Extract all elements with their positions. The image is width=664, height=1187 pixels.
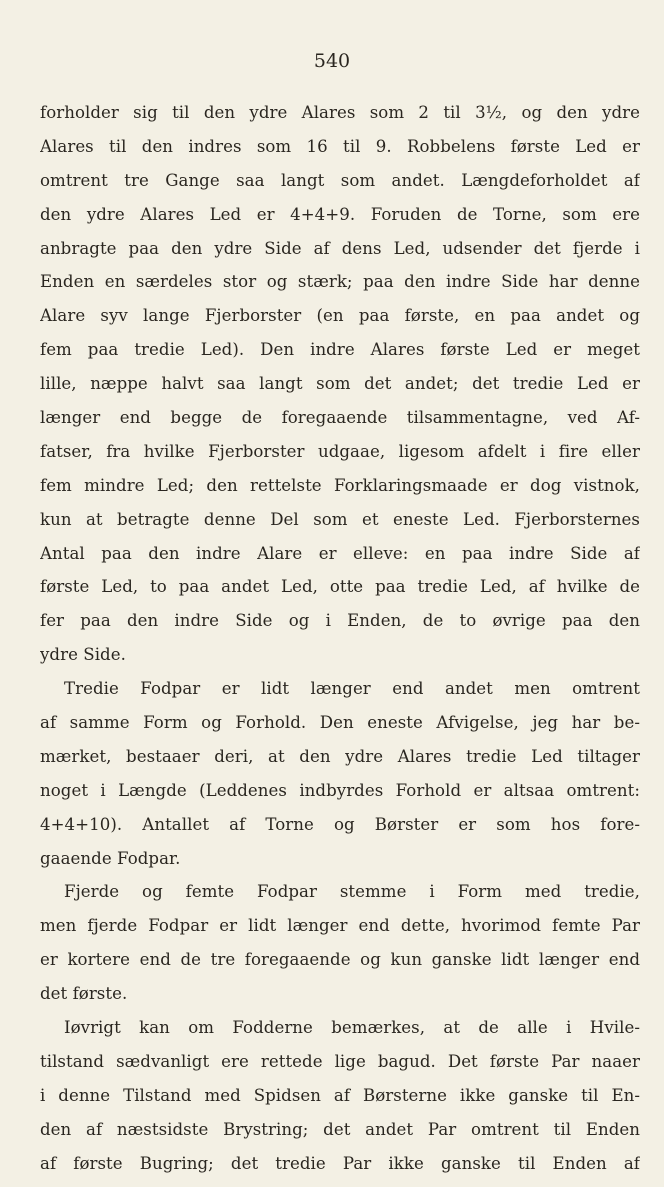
text-line: den af næstsidste Brystring; det andet Par omtrent til Enden [40,1119,640,1139]
page-number: 540 [313,50,351,72]
text-line: fem mindre Led; den rettelste Forklaringsmaade er dog vistnok, [40,475,640,495]
text-line: fer paa den indre Side og i Enden, de to øvrige paa den [40,611,640,631]
paragraph-end-line: ydre Side. [40,645,126,665]
text-line: anbragte paa den ydre Side af dens Led, udsender det fjerde i [40,238,640,258]
paragraph-start-line: Fjerde og femte Fodpar stemme i Form med tredie, [64,882,640,902]
text-line: Enden en særdeles stor og stærk; paa den indre Side har denne [40,272,640,292]
text-line: men fjerde Fodpar er lidt længer end dette, hvorimod femte Par [40,916,640,936]
text-line: 4+4+10). Antallet af Torne og Børster er som hos fore- [40,814,640,834]
text-line: kun at betragte denne Del som et eneste Led. Fjerborsternes [40,509,640,529]
text-line: omtrent tre Gange saa langt som andet. Længdeforholdet af [40,170,640,190]
text-line: i denne Tilstand med Spidsen af Børsterne ikke ganske til En- [40,1085,640,1105]
paragraph-end-line: det første. [40,984,128,1004]
text-line: første Led, to paa andet Led, otte paa tredie Led, af hvilke de [40,577,640,597]
text-line: af samme Form og Forhold. Den eneste Afvigelse, jeg har be- [40,713,640,733]
body-text [40,96,640,1181]
paragraph-end-line: gaaende Fodpar. [40,848,181,868]
text-line: Antal paa den indre Alare er elleve: en paa indre Side af [40,543,640,563]
text-line: noget i Længde (Leddenes indbyrdes Forhold er altsaa omtrent: [40,780,640,800]
text-line: forholder sig til den ydre Alares som 2 til 3½, og den ydre [40,103,640,122]
text-line: længer end begge de foregaaende tilsammentagne, ved Af- [40,408,640,428]
paragraph-start-line: Tredie Fodpar er lidt længer end andet men omtrent [64,679,640,699]
text-line: den ydre Alares Led er 4+4+9. Foruden de Torne, som ere [40,204,640,224]
text-line: er kortere end de tre foregaaende og kun ganske lidt længer end [40,950,640,970]
text-line: fem paa tredie Led). Den indre Alares første Led er meget [40,340,640,360]
text-line: mærket, bestaaer deri, at den ydre Alares tredie Led tiltager [40,746,640,766]
text-line: Alares til den indres som 16 til 9. Robbelens første Led er [40,136,640,156]
text-line: lille, næppe halvt saa langt som det andet; det tredie Led er [40,374,640,394]
text-line: af første Bugring; det tredie Par ikke ganske til Enden af [40,1153,640,1173]
text-line: tilstand sædvanligt ere rettede lige bagud. Det første Par naaer [40,1051,640,1071]
paragraph-start-line: Iøvrigt kan om Fodderne bemærkes, at de alle i Hvile- [64,1018,640,1038]
text-line: fatser, fra hvilke Fjerborster udgaae, ligesom afdelt i fire eller [40,441,640,461]
text-line: Alare syv lange Fjerborster (en paa første, en paa andet og [40,306,640,326]
